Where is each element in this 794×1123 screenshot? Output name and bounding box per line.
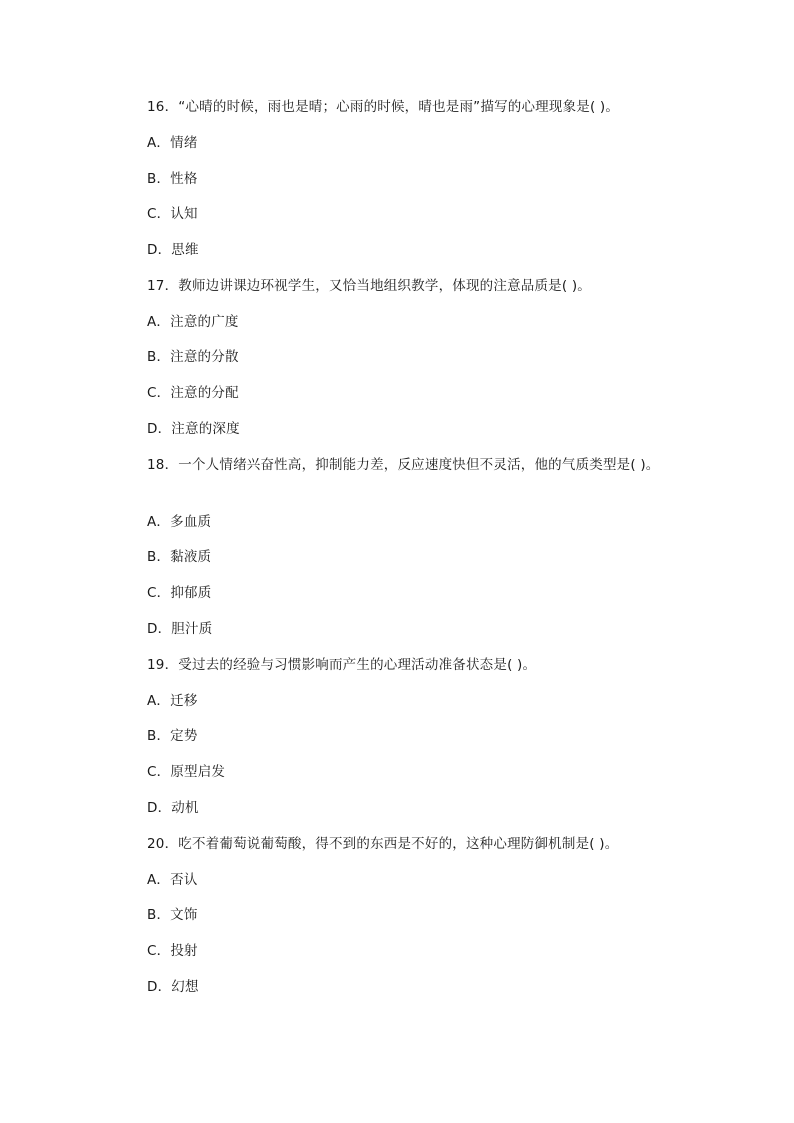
question-18-option-c: C．抑郁质	[147, 585, 212, 601]
question-20-option-c: C．投射	[147, 943, 198, 959]
question-19-option-c: C．原型启发	[147, 764, 226, 780]
question-16-option-c: C．认知	[147, 206, 198, 222]
question-18-option-d: D．胆汁质	[147, 621, 213, 637]
question-17-option-d: D．注意的深度	[147, 421, 240, 437]
question-17-stem: 17．教师边讲课边环视学生，又恰当地组织教学，体现的注意品质是( )。	[147, 278, 592, 294]
question-20-stem: 20．吃不着葡萄说葡萄酸，得不到的东西是不好的，这种心理防御机制是( )。	[147, 836, 619, 852]
question-20-option-b: B．文饰	[147, 907, 198, 923]
question-19-stem: 19．受过去的经验与习惯影响而产生的心理活动准备状态是( )。	[147, 657, 537, 673]
question-17-option-b: B．注意的分散	[147, 349, 239, 365]
question-17-option-a: A．注意的广度	[147, 314, 239, 330]
question-16-option-a: A．情绪	[147, 135, 198, 151]
question-19-option-a: A．迁移	[147, 693, 198, 709]
question-18-stem: 18．一个人情绪兴奋性高，抑制能力差，反应速度快但不灵活，他的气质类型是( )。	[147, 457, 660, 473]
question-16-option-d: D．思维	[147, 242, 199, 258]
question-16-stem: 16．“心晴的时候，雨也是晴；心雨的时候，晴也是雨”描写的心理现象是( )。	[147, 99, 620, 115]
question-19-option-b: B．定势	[147, 728, 198, 744]
question-20-option-a: A．否认	[147, 872, 198, 888]
question-18-option-b: B．黏液质	[147, 549, 212, 565]
question-18-option-a: A．多血质	[147, 514, 212, 530]
question-19-option-d: D．动机	[147, 800, 199, 816]
question-20-option-d: D．幻想	[147, 979, 199, 995]
question-16-option-b: B．性格	[147, 171, 198, 187]
question-17-option-c: C．注意的分配	[147, 385, 239, 401]
